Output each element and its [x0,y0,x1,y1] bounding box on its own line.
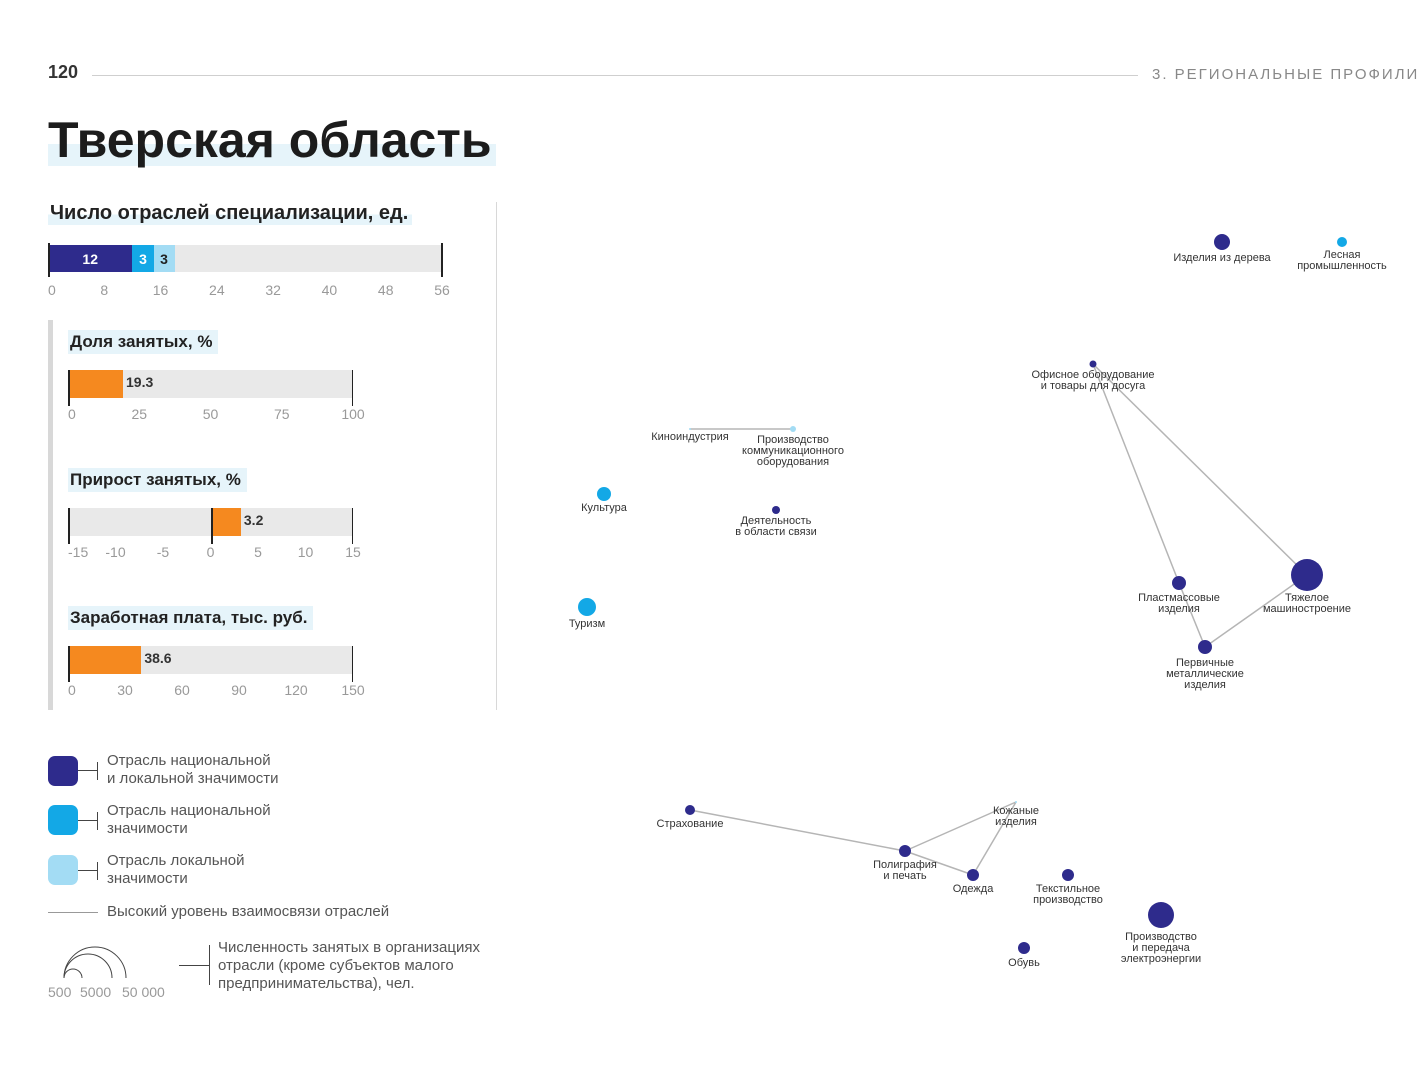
network-label-power: Производство и передача электроэнергии [1120,931,1202,965]
salary-tick: 150 [341,682,365,698]
network-label-culture: Культура [581,502,627,514]
employment-growth-tick: 5 [254,544,262,560]
network-node-heavy [1291,559,1323,591]
employment-share-tick: 0 [68,406,76,422]
size-scale-50000: 50 000 [122,984,165,1000]
employment-growth-value: 3.2 [243,512,264,528]
network-label-insurance: Страхование [656,818,724,830]
specialization-tick: 24 [209,282,225,298]
network-link-office-heavy [1093,364,1307,575]
salary-tick: 0 [68,682,76,698]
legend-link: Высокий уровень взаимосвязи отраслей [107,903,390,920]
size-scale-5000: 5000 [80,984,112,1000]
page-title: Тверская область [48,112,492,168]
network-node-forest [1337,237,1347,247]
network-node-wood [1214,234,1230,250]
network-node-comm_eq [790,426,796,432]
network-node-textile [1062,869,1074,881]
employment-growth-tick: 0 [206,544,215,560]
network-label-wood: Изделия из дерева [1173,252,1271,264]
network-label-textile: Текстильное производство [1033,883,1103,906]
network-label-forest: Лесная промышленность [1297,249,1387,272]
size-scale-500: 500 [48,984,72,1000]
specialization-tick: 56 [434,282,450,298]
employment-share-tick: 100 [341,406,365,422]
specialization-segment-2: 3 [154,245,175,272]
network-node-plastic [1172,576,1186,590]
employment-share-tick: 25 [131,406,148,422]
network-label-clothes: Одежда [952,883,994,895]
network-link-office-plastic [1093,364,1179,583]
employment-growth-tick: 15 [345,544,361,560]
network-node-cinema [689,428,691,430]
employment-growth-tick: -5 [156,544,170,560]
network-label-heavy: Тяжелое машиностроение [1262,592,1352,615]
legend-national: Отрасль национальной значимости [107,802,271,837]
network-label-metal: Первичные металлические изделия [1166,657,1244,691]
network-node-insurance [685,805,695,815]
network-node-tourism [578,598,596,616]
network-label-print: Полиграфия и печать [873,859,937,882]
salary-title: Заработная плата, тыс. руб. [68,606,313,630]
legend-national-local: Отрасль национальной и локальной значимости [107,752,279,787]
employment-share-tick: 50 [202,406,219,422]
employment-growth-tick: 10 [297,544,314,560]
specialization-tick: 8 [100,282,109,298]
page-number: 120 [48,62,79,82]
specialization-tick: 0 [48,282,56,298]
specialization-tick: 40 [321,282,338,298]
salary-tick: 120 [284,682,308,698]
network-node-leather [1015,801,1017,803]
specialization-segment-0: 12 [48,245,132,272]
legend-local: Отрасль локальной значимости [107,852,245,887]
network-label-cinema: Киноиндустрия [651,431,729,443]
salary-value: 38.6 [144,650,172,666]
network-label-office: Офисное оборудование и товары для досуга [1031,369,1155,392]
salary-tick: 60 [174,682,190,698]
section-title: 3. РЕГИОНАЛЬНЫЕ ПРОФИЛИ [1152,66,1420,83]
specialization-tick: 48 [377,282,394,298]
salary-tick: 90 [231,682,247,698]
employment-growth-title: Прирост занятых, % [68,468,247,492]
employment-growth-tick: -10 [105,544,126,560]
network-label-comm_eq: Производство коммуникационного оборудования [742,434,844,468]
employment-share-tick: 75 [273,406,290,422]
network-node-metal [1198,640,1212,654]
salary-tick: 30 [117,682,133,698]
network-link-insurance-print [690,810,905,851]
specialization-title: Число отраслей специализации, ед. [48,202,412,225]
network-label-tourism: Туризм [568,618,606,630]
specialization-segment-1: 3 [132,245,153,272]
network-node-clothes [967,869,979,881]
network-node-shoes [1018,942,1030,954]
legend-size: Численность занятых в организациях отрасли (кроме субъектов малого предпринимательства), чел. [218,939,480,992]
employment-share-value: 19.3 [126,374,154,390]
network-node-print [899,845,911,857]
network-label-shoes: Обувь [1008,957,1040,969]
employment-share-title: Доля занятых, % [68,330,218,354]
network-node-office [1090,361,1097,368]
network-node-culture [597,487,611,501]
employment-growth-tick: -15 [68,544,89,560]
network-label-leather: Кожаные изделия [993,805,1039,828]
network-label-telecom: Деятельность в области связи [735,515,817,538]
network-node-telecom [772,506,780,514]
network-label-plastic: Пластмассовые изделия [1138,592,1220,615]
network-node-power [1148,902,1174,928]
specialization-tick: 32 [265,282,281,298]
specialization-tick: 16 [152,282,169,298]
